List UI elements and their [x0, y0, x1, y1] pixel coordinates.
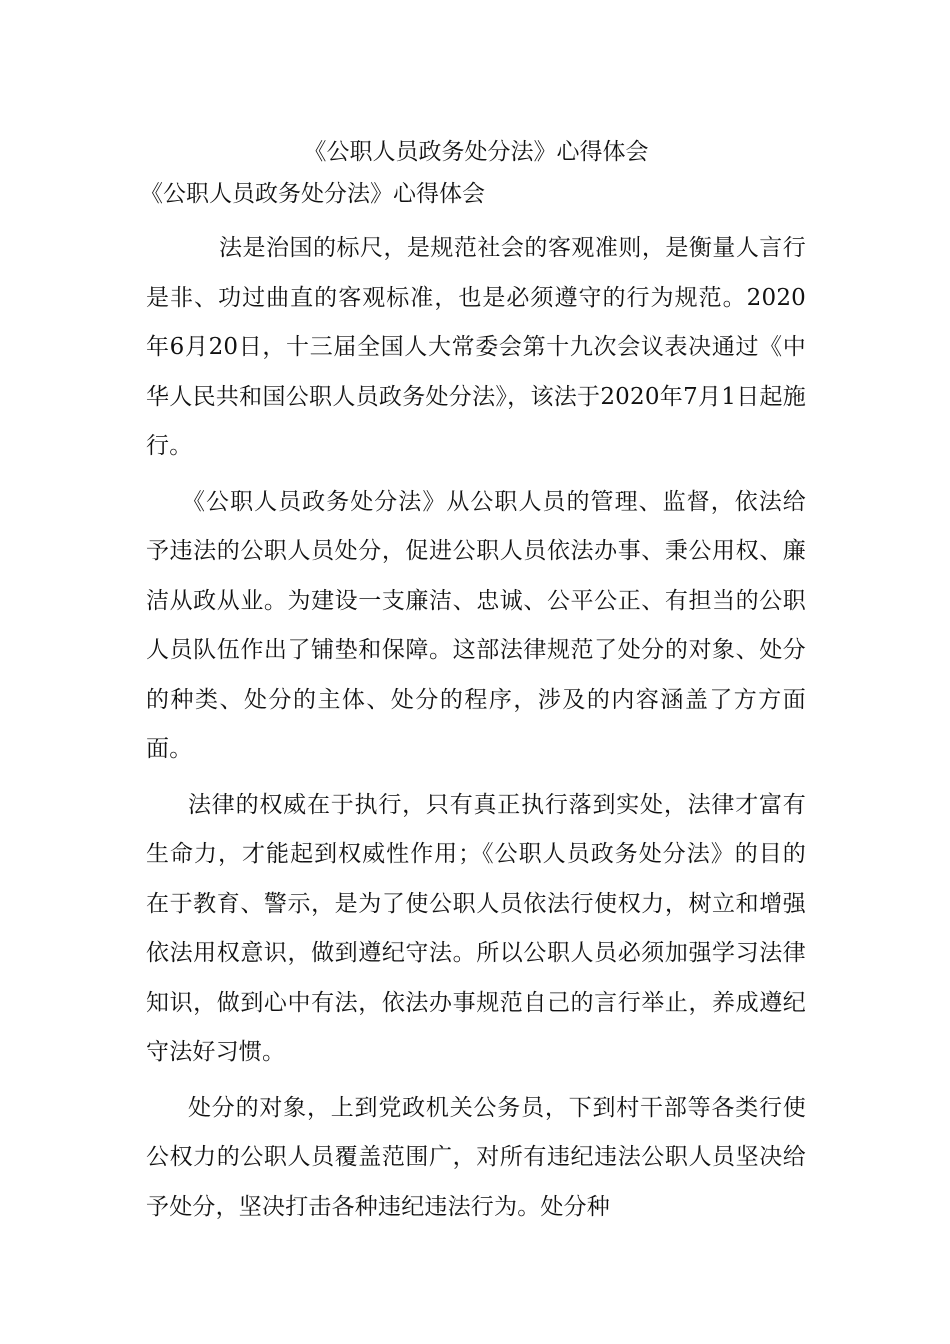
paragraph-2: 《公职人员政务处分法》从公职人员的管理、监督，依法给予违法的公职人员处分，促进公职人员依法办事、秉公用权、廉洁从政从业。为建设一支廉洁、忠诚、公平公正、有担当的公职人员队伍作出了铺垫和保障。这部法律规范了处分的对象、处分的种类、处分的主体、处分的程序，涉及的内容涵盖了方方面面。: [146, 488, 806, 762]
document-title: 《公职人员政务处分法》心得体会: [303, 139, 649, 165]
document-body: [140, 132, 806, 1232]
paragraph-1: 法是治国的标尺，是规范社会的客观准则，是衡量人言行是非、功过曲直的客观标准，也是必须遵守的行为规范。2020年6月20日，十三届全国人大常委会第十九次会议表决通过《中华人民共和国公职人员政务处分法》，该法于2020年7月1日起施行。: [146, 235, 806, 459]
paragraph-3: 法律的权威在于执行，只有真正执行落到实处，法律才富有生命力，才能起到权威性作用；《公职人员政务处分法》的目的在于教育、警示，是为了使公职人员依法行使权力，树立和增强依法用权意识，做到遵纪守法。所以公职人员必须加强学习法律知识，做到心中有法，依法办事规范自己的言行举止，养成遵纪守法好习惯。: [146, 791, 806, 1065]
document-subtitle: 《公职人员政务处分法》心得体会: [140, 181, 485, 207]
paragraph-4: 处分的对象，上到党政机关公务员，下到村干部等各类行使公权力的公职人员覆盖范围广，对所有违纪违法公职人员坚决给予处分，坚决打击各种违纪违法行为。处分种: [146, 1094, 806, 1220]
